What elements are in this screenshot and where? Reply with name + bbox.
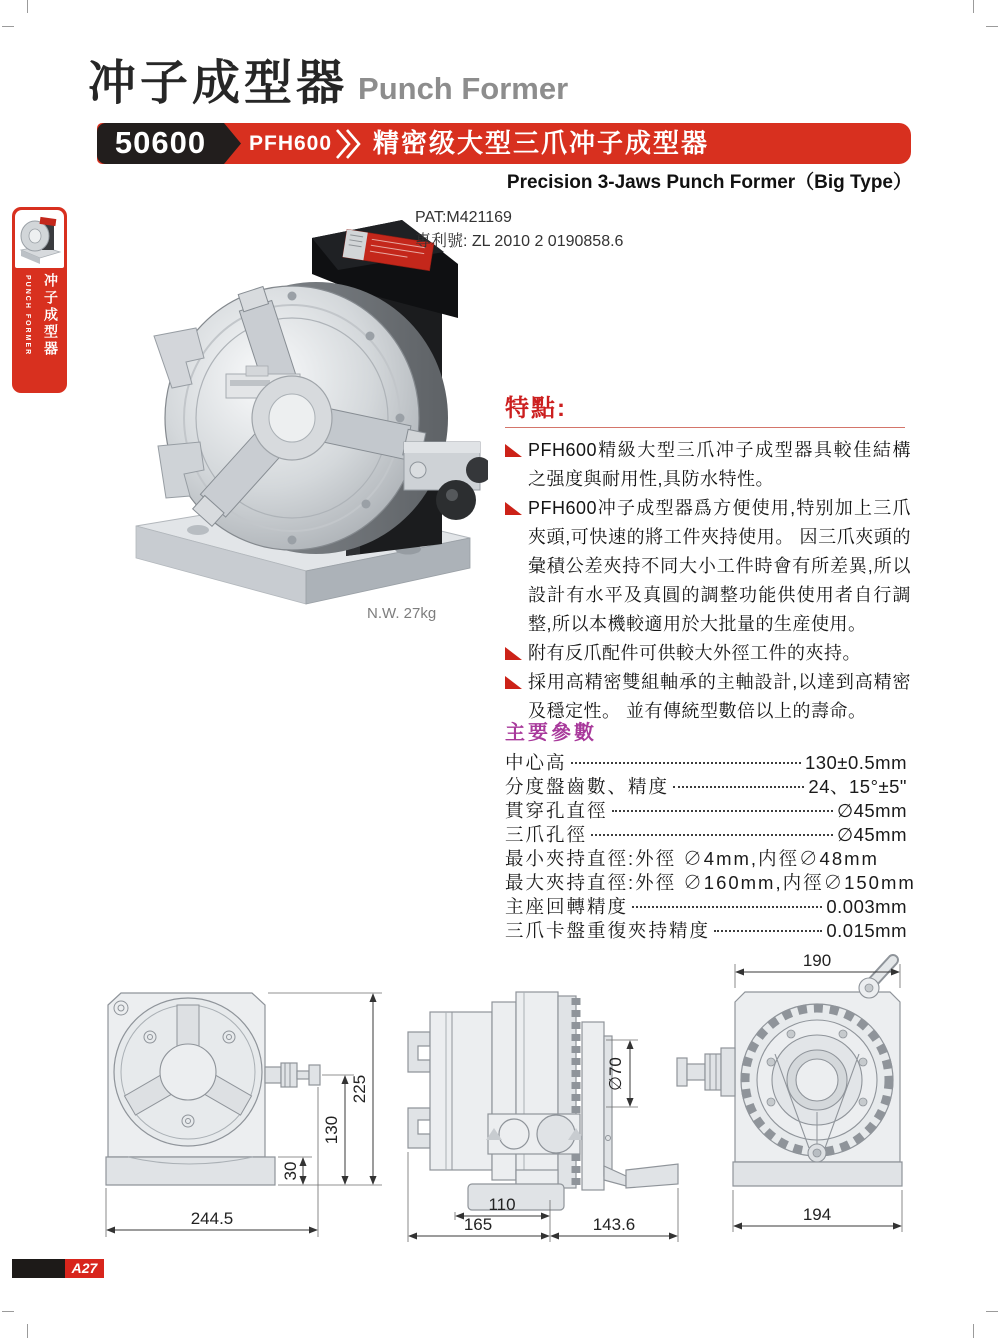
feature-text: PFH600精級大型三爪冲子成型器具較佳結構之强度與耐用性,具防水特性。	[528, 440, 911, 489]
back-view-drawing	[675, 950, 920, 1238]
sidebar-thumbnail-device-icon	[15, 210, 64, 268]
feature-text: 採用高精密雙組軸承的主軸設計,以達到高精密及穩定性。 並有傳統型數倍以上的壽命。	[528, 672, 911, 721]
banner-arrow-shape	[224, 123, 241, 164]
spec-label: 貫穿孔直徑	[505, 800, 608, 821]
spec-row	[505, 751, 907, 775]
spec-label: 最大夾持直徑:外徑 ∅160mm,内徑∅150mm	[505, 872, 916, 893]
page-title: 冲子成型器	[88, 57, 349, 110]
product-code: 50600	[114, 125, 207, 160]
spec-value: 0.003mm	[826, 896, 907, 917]
spec-row	[505, 775, 907, 799]
spec-row	[505, 871, 916, 895]
page-header	[88, 58, 568, 111]
sidebar-thumbnail	[15, 210, 64, 268]
spec-label: 主座回轉精度	[505, 896, 629, 917]
dim-total-width: 244.5	[190, 1209, 234, 1228]
sidebar-label-english: PUNCH FORMER	[24, 275, 31, 357]
patent-info	[415, 206, 623, 254]
feature-item	[505, 494, 911, 639]
spec-value: 130±0.5mm	[804, 752, 907, 773]
front-view-drawing	[88, 975, 388, 1250]
spec-value: 24、15°±5"	[808, 776, 907, 797]
triangle-bullet-icon	[505, 444, 522, 457]
dim-bottom-width: 194	[802, 1205, 832, 1224]
triangle-bullet-icon	[505, 676, 522, 689]
model-banner	[97, 123, 911, 164]
spec-value: 0.015mm	[826, 920, 907, 941]
spec-row	[505, 799, 907, 823]
english-subtitle: Precision 3-Jaws Punch Former（Big Type）	[506, 172, 912, 193]
spec-row	[505, 919, 907, 943]
dim-diameter: ∅70	[606, 1057, 625, 1091]
model-number: PFH600	[249, 132, 333, 155]
spec-label: 最小夾持直徑:外徑 ∅4mm,内徑∅48mm	[505, 848, 879, 869]
net-weight: N.W. 27kg	[367, 605, 437, 622]
patent-number: PAT:M421169	[415, 209, 512, 226]
dim-base-width: 110	[488, 1195, 516, 1214]
feature-text: PFH600冲子成型器爲方便使用,特别加上三爪夾頭,可快速的將工件夾持使用。 因三爪夾頭的彙積公差夾持不同大小工件時會有所差異,所以設計有水平及真圓的調整功能供使用者自行調整,所以本機較適用於大批量的生産使用。	[528, 498, 911, 634]
crop-mark	[2, 1311, 14, 1312]
page-title-english: Punch Former	[358, 71, 569, 106]
feature-item	[505, 639, 911, 668]
dim-total-height: 225	[350, 1074, 369, 1104]
specs-heading: 主要參數	[505, 722, 597, 744]
features-section	[505, 388, 911, 726]
spec-value: ∅45mm	[836, 800, 907, 821]
dot-leader	[612, 810, 833, 812]
dot-leader	[714, 930, 822, 932]
crop-mark	[2, 26, 14, 27]
dim-rear-length: 143.6	[592, 1215, 636, 1234]
dot-leader	[591, 834, 833, 836]
dot-leader	[571, 762, 801, 764]
side-view-drawing	[390, 980, 690, 1245]
dim-center-height: 130	[322, 1115, 341, 1145]
feature-item	[505, 436, 911, 494]
dot-leader	[632, 906, 822, 908]
crop-mark	[973, 0, 974, 13]
triangle-bullet-icon	[505, 502, 522, 515]
spec-row	[505, 823, 907, 847]
features-list	[505, 436, 911, 726]
features-underline	[505, 427, 905, 428]
banner-product-title: 精密级大型三爪冲子成型器	[373, 128, 710, 158]
dot-leader	[673, 786, 804, 788]
product-photo	[108, 208, 488, 608]
footer-black-bar	[12, 1259, 65, 1278]
spec-row	[505, 847, 907, 871]
spec-label: 分度盤齒數、精度	[505, 776, 670, 797]
patent-number-cn: 專利號: ZL 2010 2 0190858.6	[415, 233, 624, 250]
crop-mark	[973, 1324, 974, 1338]
page-number-badge: A27	[65, 1259, 104, 1278]
dim-top-width: 190	[802, 951, 832, 970]
crop-mark	[986, 26, 998, 27]
spec-label: 三爪孔徑	[505, 824, 588, 845]
spec-value: ∅45mm	[836, 824, 907, 845]
feature-text: 附有反爪配件可供較大外徑工件的夾持。	[528, 643, 861, 663]
sidebar-label-chinese: 冲子成型器	[43, 273, 59, 358]
double-chevron-icon	[334, 127, 364, 161]
crop-mark	[27, 0, 28, 13]
crop-mark	[27, 1324, 28, 1338]
spec-label: 中心高	[505, 752, 567, 773]
crop-mark	[986, 1311, 998, 1312]
spec-label: 三爪卡盤重復夾持精度	[505, 920, 711, 941]
dim-front-length: 165	[463, 1215, 493, 1234]
features-heading: 特點:	[505, 395, 567, 422]
triangle-bullet-icon	[505, 647, 522, 660]
spec-row	[505, 895, 907, 919]
sidebar-category-tab	[12, 207, 67, 393]
specs-section	[505, 716, 916, 943]
dim-base-height: 30	[281, 1161, 300, 1181]
